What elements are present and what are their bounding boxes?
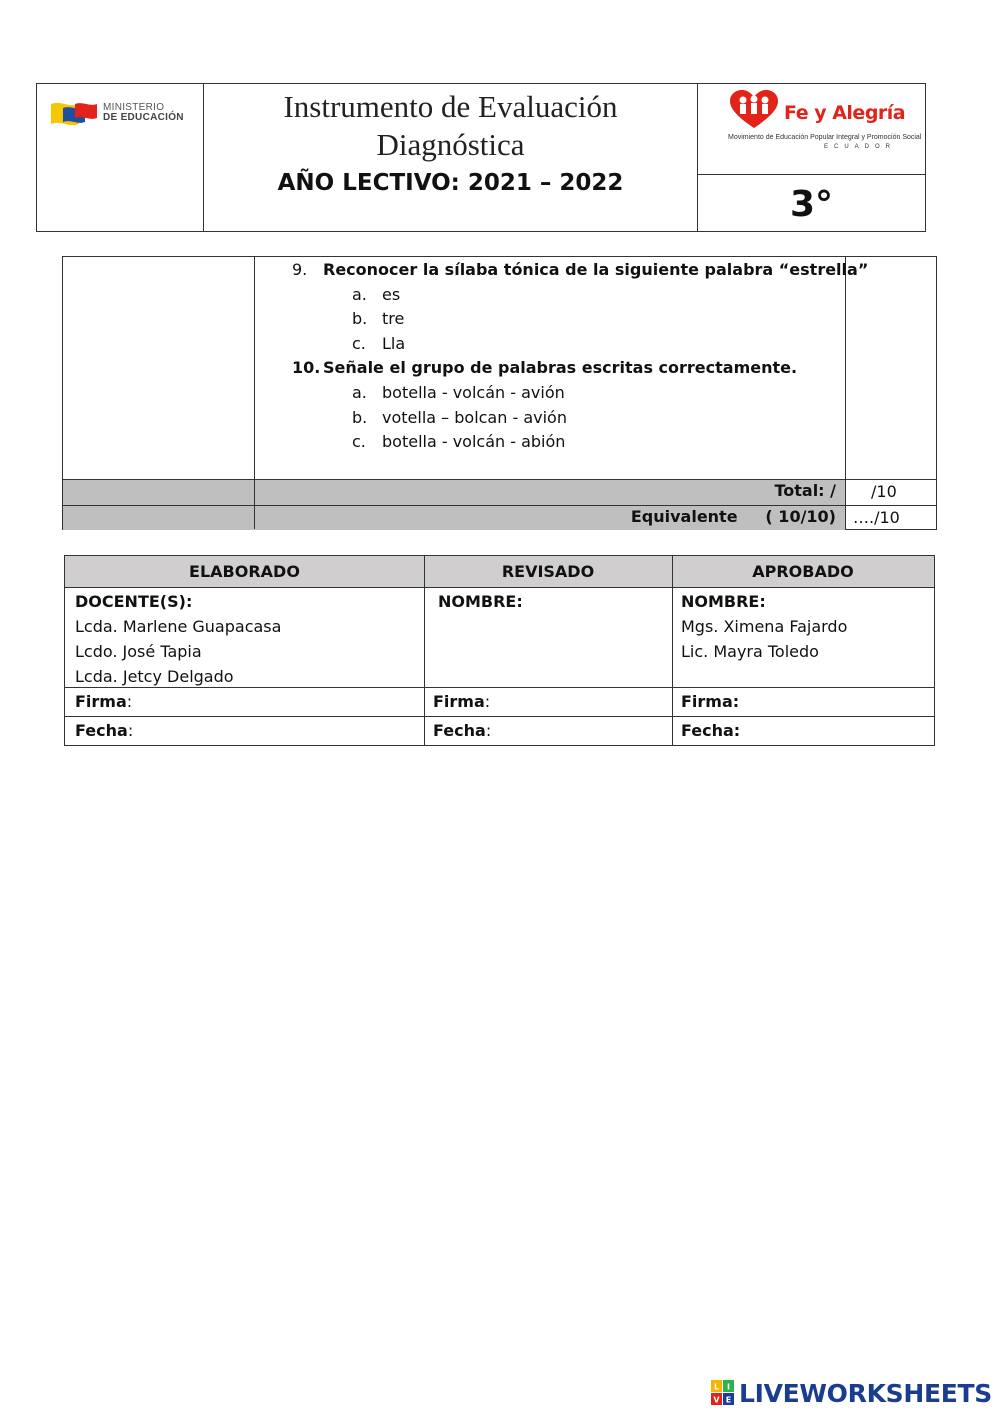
col-divider-1	[254, 257, 255, 529]
aprobado-name-label: NOMBRE:	[681, 592, 766, 611]
org-country: ECUADOR	[824, 144, 897, 150]
docente-name: Lcda. Marlene Guapacasa	[75, 617, 282, 636]
ministry-flag-icon	[49, 98, 99, 128]
option-letter: c.	[352, 333, 366, 353]
fecha-label: Fecha	[75, 721, 128, 740]
header-revisado: REVISADO	[424, 556, 672, 587]
ministry-logo	[49, 98, 184, 128]
total-value: /10	[871, 482, 897, 501]
option-text: botella - volcán - abión	[382, 432, 566, 452]
colon: :	[485, 721, 492, 740]
ministry-logo-text	[103, 103, 184, 123]
svg-text:V: V	[713, 1395, 720, 1405]
option-item	[292, 430, 868, 455]
option-item	[292, 332, 868, 357]
revisado-cell	[438, 589, 523, 614]
liveworksheets-logo-icon	[711, 1380, 735, 1406]
fe-y-alegria-logo	[728, 90, 922, 150]
firma-label: Firma	[433, 692, 485, 711]
question-number: 9.	[292, 260, 308, 279]
colon: :	[126, 692, 133, 711]
row-divider-1	[65, 587, 934, 588]
option-text: votella – bolcan - avión	[382, 407, 567, 427]
grade-cell	[698, 174, 925, 231]
fecha-revisado	[433, 718, 491, 743]
firma-elaborado	[75, 689, 132, 714]
org-name: Fe y Alegría	[784, 102, 906, 124]
option-item	[292, 307, 868, 332]
document-title-line-1: Instrumento de Evaluación	[283, 89, 618, 124]
equivalent-text: Equivalente	[630, 507, 738, 526]
document-header	[36, 83, 926, 232]
aprobador-name: Lic. Mayra Toledo	[681, 642, 819, 661]
question-text: Reconocer la sílaba tónica de la siguiente palabra “estrella”	[323, 260, 869, 279]
equivalent-value: …./10	[853, 508, 900, 527]
colon: :	[484, 692, 491, 711]
revisado-name-label: NOMBRE:	[438, 592, 523, 611]
fecha-aprobado: Fecha:	[681, 721, 741, 740]
option-letter: a.	[352, 382, 367, 402]
firma-aprobado: Firma:	[681, 692, 740, 711]
fecha-label: Fecha	[433, 721, 486, 740]
header-aprobado: APROBADO	[672, 556, 934, 587]
questions-content	[292, 258, 868, 455]
org-logo-cell	[698, 84, 925, 175]
org-cell	[698, 84, 925, 231]
liveworksheets-wordmark: LIVEWORKSHEETS	[738, 1378, 992, 1408]
fecha-elaborado	[75, 718, 133, 743]
option-item	[292, 381, 868, 406]
question-text: Señale el grupo de palabras escritas correctamente.	[323, 358, 798, 378]
questions-table	[62, 256, 937, 530]
option-text: tre	[382, 309, 405, 329]
option-letter: a.	[352, 284, 367, 304]
docente-name: Lcdo. José Tapia	[75, 642, 202, 661]
document-title-line-2: Diagnóstica	[376, 127, 525, 162]
shade-mid-total	[254, 479, 845, 505]
svg-text:I: I	[726, 1382, 730, 1392]
school-year: AÑO LECTIVO: 2021 – 2022	[277, 170, 624, 196]
option-item	[292, 283, 868, 308]
aprobado-cell	[681, 589, 847, 664]
question-number: 10.	[292, 358, 321, 378]
firma-revisado	[433, 689, 490, 714]
option-letter: b.	[352, 407, 368, 427]
equivalent-label	[631, 507, 836, 526]
liveworksheets-brand	[711, 1377, 992, 1409]
svg-text:E: E	[725, 1395, 732, 1405]
org-subtitle: Movimiento de Educación Popular Integral y Promoción Social	[728, 134, 922, 141]
shade-left-total	[63, 479, 254, 505]
title-cell	[204, 84, 698, 231]
option-item	[292, 406, 868, 431]
option-text: Lla	[382, 333, 406, 353]
row-divider-1	[63, 479, 936, 480]
question-10	[292, 356, 868, 381]
grade-label: 3°	[789, 184, 834, 225]
svg-text:L: L	[713, 1382, 719, 1392]
heart-children-icon	[728, 90, 780, 130]
equivalent-scale: ( 10/10)	[765, 507, 836, 526]
option-letter: c.	[352, 432, 366, 452]
question-9	[292, 258, 868, 283]
firma-label: Firma	[75, 692, 127, 711]
ministry-logo-cell	[37, 84, 204, 231]
approval-table	[64, 555, 935, 746]
docentes-label: DOCENTE(S):	[75, 592, 193, 611]
shade-left-equiv	[63, 505, 254, 530]
ministry-line-1: MINISTERIO	[103, 102, 165, 113]
aprobador-name: Mgs. Ximena Fajardo	[681, 617, 848, 636]
header-elaborado: ELABORADO	[65, 556, 424, 587]
ministry-line-2: DE EDUCACIÓN	[103, 112, 184, 123]
row-divider-2	[63, 505, 936, 506]
row-divider-3	[65, 716, 934, 717]
total-label: Total: /	[774, 481, 836, 500]
option-text: botella - volcán - avión	[382, 382, 565, 402]
colon: :	[127, 721, 134, 740]
elaborado-cell	[75, 589, 281, 689]
option-letter: b.	[352, 309, 368, 329]
docente-name: Lcda. Jetcy Delgado	[75, 667, 234, 686]
option-text: es	[382, 284, 401, 304]
